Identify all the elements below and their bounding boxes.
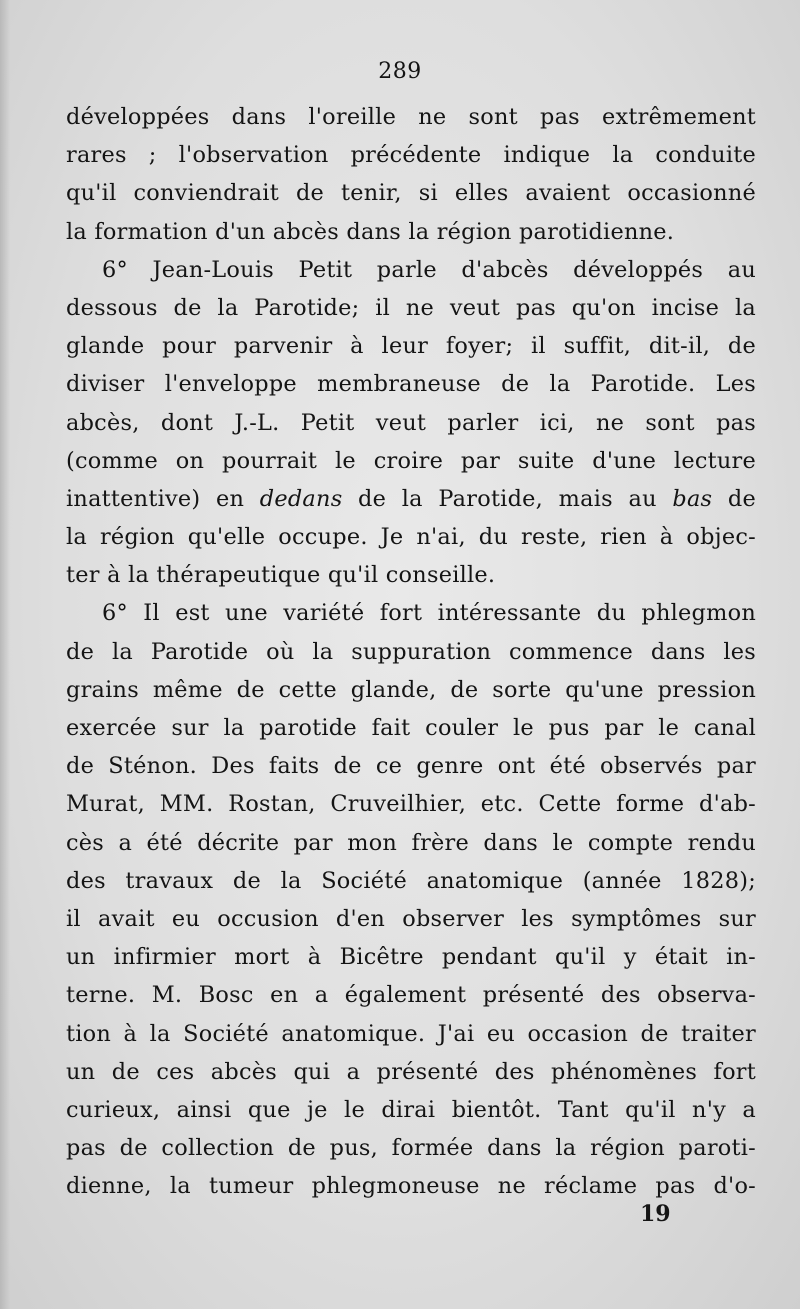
text-segment: de la Parotide, mais au <box>342 485 673 512</box>
text-line: la région qu'elle occupe. Je n'ai, du reste, rien à objec- <box>66 524 756 551</box>
text-line: de Sténon. Des faits de ce genre ont été observés par <box>66 753 756 780</box>
text-line: 6° Il est une variété fort intéressante du phlegmon <box>102 600 756 627</box>
text-line: la formation d'un abcès dans la région parotidienne. <box>66 218 675 245</box>
text-segment: de <box>712 485 756 512</box>
text-line: (comme on pourrait le croire par suite d'une lecture <box>66 447 756 474</box>
text-line: développées dans l'oreille ne sont pas extrêmement <box>66 104 756 130</box>
text-line: un infirmier mort à Bicêtre pendant qu'il y était in- <box>66 944 756 971</box>
text-line: dessous de la Parotide; il ne veut pas qu'on incise la <box>66 294 756 321</box>
text-line: de la Parotide où la suppuration commence dans les <box>66 638 756 665</box>
text-line: qu'il conviendrait de tenir, si elles avaient occasionné <box>66 180 756 207</box>
text-segment: inattentive) en <box>66 485 260 512</box>
text-line: rares ; l'observation précédente indique la conduite <box>66 142 756 169</box>
text-line: cès a été décrite par mon frère dans le compte rendu <box>66 829 756 856</box>
text-line: ter à la thérapeutique qu'il conseille. <box>66 562 496 589</box>
italic-word: dedans <box>259 485 343 512</box>
signature-mark: 19 <box>640 1201 671 1227</box>
page-binding-shadow <box>0 0 10 1309</box>
text-line: il avait eu occusion d'en observer les symptômes sur <box>66 905 756 932</box>
text-line: tion à la Société anatomique. J'ai eu occasion de traiter <box>66 1020 756 1047</box>
text-line: des travaux de la Société anatomique (année 1828); <box>66 867 756 894</box>
text-line: terne. M. Bosc en a également présenté des observa- <box>66 982 756 1009</box>
text-line: exercée sur la parotide fait couler le pus par le canal <box>66 715 756 741</box>
text-line <box>66 480 756 518</box>
text-line: dienne, la tumeur phlegmoneuse ne réclame pas d'o- <box>66 1173 756 1200</box>
text-line: pas de collection de pus, formée dans la région paroti- <box>66 1135 756 1162</box>
text-line: abcès, dont J.-L. Petit veut parler ici, ne sont pas <box>66 409 756 436</box>
text-line: 6° Jean-Louis Petit parle d'abcès développés au <box>102 256 756 283</box>
text-line: grains même de cette glande, de sorte qu'une pression <box>66 676 756 703</box>
text-line: curieux, ainsi que je le dirai bientôt. Tant qu'il n'y a <box>66 1096 756 1123</box>
italic-word: bas <box>672 485 713 512</box>
text-line: diviser l'enveloppe membraneuse de la Parotide. Les <box>66 371 756 398</box>
page-number: 289 <box>378 59 422 84</box>
text-line: Murat, MM. Rostan, Cruveilhier, etc. Cette forme d'ab- <box>66 791 756 818</box>
text-line: glande pour parvenir à leur foyer; il suffit, dit-il, de <box>66 333 756 360</box>
body-text <box>66 98 756 1205</box>
text-line: un de ces abcès qui a présenté des phénomènes fort <box>66 1058 756 1085</box>
